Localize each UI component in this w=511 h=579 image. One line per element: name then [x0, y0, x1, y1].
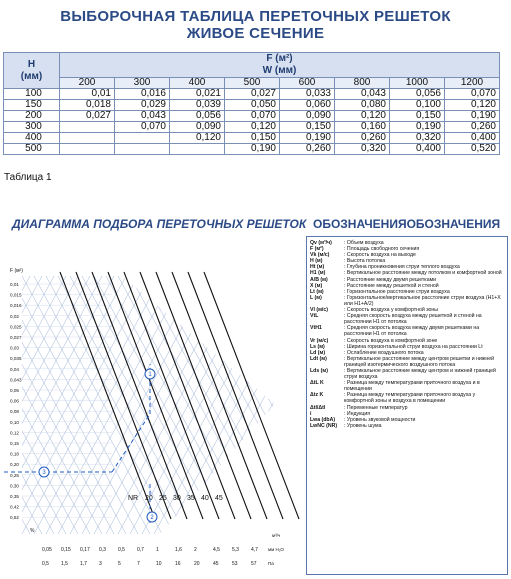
legend-description: : Вертикальное расстояние между центром и нижней границей струи воздуха	[344, 367, 496, 381]
legend-description: : Горизонтальное расстояние струи воздуха	[344, 288, 450, 295]
width-header: 600	[280, 78, 335, 89]
legend-description: : Разница между температурами приточного воздуха у комфортной зоны и воздуха в помещении	[344, 392, 476, 405]
legend-description: : Скорость воздуха на выходе	[344, 252, 416, 259]
legend-box	[306, 236, 508, 575]
f-tick-label: 0,30	[10, 483, 19, 489]
table-cell: 0,027	[60, 111, 115, 122]
pa-unit-label: Па	[268, 561, 274, 566]
legend-symbol: X (м)	[310, 282, 323, 289]
table-row	[4, 122, 500, 133]
width-header: 200	[60, 78, 115, 89]
legend-description: : Ослабление воздушного потока	[344, 349, 424, 356]
legend-symbol: Ls (м)	[310, 343, 325, 350]
legend-symbol: Ldt (м)	[310, 355, 327, 362]
table-cell: 0,190	[225, 144, 280, 155]
dp-value: 0,7	[137, 547, 144, 553]
row-height: 300	[4, 122, 60, 133]
pa-value: 5	[118, 561, 121, 567]
f-tick-label: 0,12	[10, 430, 19, 436]
table-cell: 0,01	[60, 89, 115, 100]
table-cell	[115, 133, 170, 144]
table-cell: 0,120	[445, 100, 500, 111]
f-tick-label: 0,25	[10, 472, 19, 478]
dp-value: 0,3	[99, 547, 106, 553]
pa-value: 53	[232, 561, 238, 567]
marker-label: 1	[148, 372, 152, 378]
f-tick-label: 0,015	[10, 292, 22, 298]
f-tick-label: 0,027	[10, 335, 22, 340]
table-cell: 0,260	[280, 144, 335, 155]
legend-description: : Индукция	[344, 410, 371, 417]
legend-item	[310, 325, 504, 337]
fw-header: F (м²) W (мм)	[60, 53, 500, 78]
velocity-line	[76, 272, 171, 519]
dp-value: 0,17	[80, 547, 90, 553]
legend-item	[310, 392, 504, 404]
table-cell	[60, 122, 115, 133]
legend-symbol: L (м)	[310, 294, 322, 301]
f-tick-label: 0,35	[10, 494, 19, 499]
scale-label: %	[30, 528, 35, 534]
f-tick-label: 0,01	[10, 282, 19, 287]
dp-value: 0,05	[42, 547, 52, 553]
legend-symbol: Vl (м/с)	[310, 307, 328, 314]
legend-description: : Разница между температурами приточного воздуха и в помещении	[344, 380, 480, 393]
legend-symbol: H1 (м)	[310, 270, 326, 277]
table-cell: 0,050	[225, 100, 280, 111]
legend-item	[310, 423, 504, 429]
dp-value: 1	[156, 547, 159, 553]
table-cell: 0,400	[445, 133, 500, 144]
table-cell: 0,056	[390, 89, 445, 100]
legend-symbol: Vr (м/с)	[310, 337, 329, 344]
table-cell: 0,400	[390, 144, 445, 155]
width-header: 1200	[445, 78, 500, 89]
legend-symbol: Lt (м)	[310, 288, 324, 295]
pa-value: 3	[99, 561, 102, 567]
dp-value: 4,5	[213, 547, 220, 553]
table-cell: 0,039	[170, 100, 225, 111]
f-tick-label: 0,06	[10, 398, 19, 404]
legend-symbol: LwNC (NR)	[310, 422, 338, 429]
f-tick-label: 0,05	[10, 388, 19, 393]
table-cell: 0,320	[390, 133, 445, 144]
table-cell	[60, 144, 115, 155]
table-cell: 0,160	[335, 122, 390, 133]
row-height: 400	[4, 133, 60, 144]
pa-value: 1,5	[61, 561, 68, 567]
width-header: 300	[115, 78, 170, 89]
table-cell: 0,060	[280, 100, 335, 111]
legend-description: : Объем воздуха	[344, 240, 384, 246]
q-unit-label: м³/ч	[272, 533, 281, 538]
pa-value: 45	[213, 561, 219, 567]
table-cell: 0,120	[225, 122, 280, 133]
legend-symbol: F (м²)	[310, 246, 324, 253]
dp-value: 0,15	[61, 547, 71, 553]
table-cell: 0,090	[170, 122, 225, 133]
legend-symbol: VtL	[310, 313, 319, 320]
table-cell: 0,190	[390, 122, 445, 133]
table-cell: 0,070	[225, 111, 280, 122]
table-cell: 0,260	[335, 133, 390, 144]
f-tick-label: 0,18	[10, 451, 19, 457]
table-row	[4, 100, 500, 111]
table-cell: 0,033	[280, 89, 335, 100]
dp-value: 4,7	[251, 547, 258, 553]
page-subtitle: ЖИВОЕ СЕЧЕНИЕ	[186, 25, 325, 42]
table-cell: 0,021	[170, 89, 225, 100]
legend-item	[310, 295, 504, 307]
dp-value: 0,5	[118, 547, 125, 553]
legend-description: : Скорость воздуха у комфортной зоны	[344, 307, 438, 314]
legend-description: : Вертикальное расстояние между центром решетки и нижней границей изотермического воздушного потока	[344, 355, 494, 368]
f-tick-label: 0,043	[10, 377, 22, 383]
f-tick-label: 0,016	[10, 303, 22, 309]
table-cell: 0,029	[115, 100, 170, 111]
table-cell: 0,043	[115, 111, 170, 122]
legend-description: : Глубина проникновения струи теплого воздуха	[344, 264, 460, 271]
marker-label: 2	[150, 515, 154, 521]
f-tick-label: 0,10	[10, 419, 19, 425]
legend-description: : Горизонтальное/вертикальное расстояние струи воздуха (H1+X или H1+A/2)	[344, 294, 501, 307]
dp-value: 2	[194, 547, 197, 553]
table-cell	[170, 144, 225, 155]
table-cell: 0,190	[445, 111, 500, 122]
table-cell: 0,120	[335, 111, 390, 122]
dp-value: 1,6	[175, 547, 182, 553]
legend-symbol: Δtl/Δtl	[310, 404, 326, 411]
f-tick-label: 0,04	[10, 366, 19, 372]
h-header: H (мм)	[4, 53, 60, 89]
width-header: 400	[170, 78, 225, 89]
row-height: 150	[4, 100, 60, 111]
nr-value: 35	[187, 495, 195, 502]
table-cell: 0,018	[60, 100, 115, 111]
width-header: 800	[335, 78, 390, 89]
legend-description: : Средняя скорость воздуха между решеткой и стеной на расстоянии H1 от потолка	[344, 313, 482, 326]
legend-symbol: ΔtL K	[310, 380, 324, 387]
table-row	[4, 89, 500, 100]
pa-value: 57	[251, 561, 257, 567]
table-cell: 0,150	[225, 133, 280, 144]
f-tick-label: 0,02	[10, 313, 19, 319]
table-cell: 0,056	[170, 111, 225, 122]
table-cell: 0,070	[115, 122, 170, 133]
f-tick-label: 0,03	[10, 345, 19, 351]
legend-symbol: Δtz K	[310, 392, 324, 399]
nr-value: 25	[159, 495, 167, 502]
legend-description: : Переменные температур	[344, 404, 408, 411]
legend-title: ОБОЗНАЧЕНИЯОБОЗНАЧЕНИЯ	[313, 217, 501, 231]
table-caption: Таблица 1	[4, 172, 52, 183]
pa-value: 20	[194, 561, 200, 567]
table-cell: 0,043	[335, 89, 390, 100]
table-cell: 0,260	[445, 122, 500, 133]
table-cell: 0,150	[280, 122, 335, 133]
table-cell	[60, 133, 115, 144]
table-cell: 0,090	[280, 111, 335, 122]
legend-description: : Вертикальное расстояние между потолком и комфортной зоной	[344, 270, 502, 277]
legend-description: : Площадь свободного сечения	[344, 246, 420, 253]
legend-symbol: Qv (м³/ч)	[310, 240, 332, 246]
legend-description: : Расстояние между двумя решетками	[344, 276, 437, 283]
marker-label: 3	[42, 470, 46, 476]
legend-symbol: Vk (м/с)	[310, 252, 330, 259]
page-title: ВЫБОРОЧНАЯ ТАБЛИЦА ПЕРЕТОЧНЫХ РЕШЕТОК	[60, 8, 451, 25]
table-cell: 0,070	[445, 89, 500, 100]
nr-value: 40	[201, 495, 209, 502]
row-height: 200	[4, 111, 60, 122]
table-cell: 0,100	[390, 100, 445, 111]
f-tick-label: 0,08	[10, 409, 19, 415]
legend-item	[310, 313, 504, 325]
f-tick-label: 0,035	[10, 356, 22, 362]
legend-symbol: A/B (м)	[310, 276, 328, 283]
table-cell: 0,120	[170, 133, 225, 144]
pa-value: 10	[156, 561, 162, 567]
legend-symbol: Lds (м)	[310, 367, 328, 374]
pa-value: 1,7	[80, 561, 87, 567]
row-height: 100	[4, 89, 60, 100]
legend-symbol: Ht (м)	[310, 264, 325, 271]
nr-value: 20	[145, 495, 153, 502]
grille-table	[3, 52, 500, 155]
table-cell: 0,520	[445, 144, 500, 155]
legend-description: : Высота потолка	[344, 258, 386, 265]
f-tick-label: 0,42	[10, 504, 19, 510]
row-height: 500	[4, 144, 60, 155]
table-cell: 0,150	[390, 111, 445, 122]
legend-description: : Скорость воздуха в комфортной зоне	[344, 337, 438, 344]
diagram-title: ДИАГРАММА ПОДБОРА ПЕРЕТОЧНЫХ РЕШЕТОК	[12, 217, 307, 231]
table-cell: 0,080	[335, 100, 390, 111]
table-cell: 0,320	[335, 144, 390, 155]
table-row	[4, 144, 500, 155]
nr-value: 45	[215, 495, 223, 502]
table-cell: 0,027	[225, 89, 280, 100]
nr-label: NR	[128, 495, 139, 502]
table-row	[4, 111, 500, 122]
dp-value: 5,3	[232, 547, 239, 553]
f-axis-label: F (м²)	[10, 268, 23, 274]
legend-symbol: H (м)	[310, 258, 323, 265]
pa-value: 0,5	[42, 561, 49, 567]
legend-description: : Ширина горизонтальной струи воздуха на расстоянии Lt	[344, 343, 483, 350]
dp-unit-label: мм H₂O	[268, 547, 284, 552]
legend-description: : Уровень звуковой мощности	[344, 416, 416, 423]
nr-value: 30	[173, 495, 181, 502]
legend-item	[310, 380, 504, 392]
f-tick-label: 0,025	[10, 324, 22, 330]
width-header: 500	[225, 78, 280, 89]
pa-value: 7	[137, 561, 140, 567]
f-tick-label: 0,15	[10, 441, 19, 446]
width-header: 1000	[390, 78, 445, 89]
legend-item	[310, 356, 504, 368]
table-cell	[115, 144, 170, 155]
legend-symbol: Lwa (dbA)	[310, 416, 336, 423]
f-tick-label: 0,52	[10, 515, 19, 521]
f-tick-label: 0,20	[10, 462, 19, 468]
table-cell: 0,190	[280, 133, 335, 144]
legend-item	[310, 368, 504, 380]
legend-description: : Расстояние между решеткой и стеной	[344, 282, 439, 289]
legend-symbol: Ld (м)	[310, 349, 326, 356]
legend-description: : Средняя скорость воздуха между двумя решетками на расстоянии H1 от потолка	[344, 325, 480, 338]
legend-description: : Уровень шума	[344, 422, 382, 429]
selection-diagram	[0, 234, 300, 579]
legend-symbol: VtH1	[310, 325, 322, 332]
legend-symbol: i	[310, 410, 312, 417]
table-row	[4, 133, 500, 144]
table-cell: 0,016	[115, 89, 170, 100]
pa-value: 16	[175, 561, 181, 567]
